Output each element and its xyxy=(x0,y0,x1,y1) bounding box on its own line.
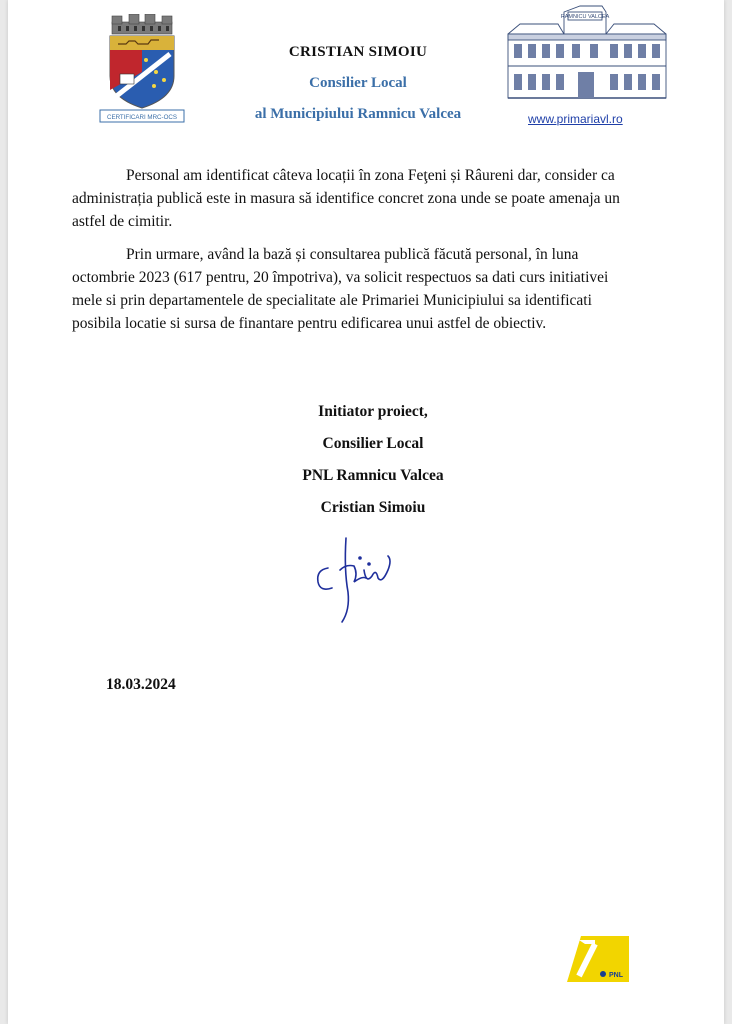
paragraph-2: Prin urmare, având la bază și consultarea publică făcută personal, în luna octombrie 2023 (617 pentru, 20 împotriva), va solicit respectuos sa dati curs initiativei mele si prin departamentele de specialitate ale Primariei Municipiului sa identificati posibila locatie si sursa de finantare pentru edificarea unui astfel de obiectiv. xyxy=(72,246,609,332)
paragraph-1: Personal am identificat câteva locații în zona Feţeni și Râureni dar, consider ca administrația publică este in masura să identifice concret zona unde se poate amenaja un astfel de cimitir. xyxy=(72,167,620,230)
signer-party: PNL Ramnicu Valcea xyxy=(302,467,444,484)
city-crest-icon xyxy=(96,14,188,124)
document-date: 18.03.2024 xyxy=(106,676,176,693)
city-hall-icon xyxy=(502,4,672,106)
letterhead xyxy=(208,44,508,123)
svg-text:CERTIFICARI MRC-OCS: CERTIFICARI MRC-OCS xyxy=(106,114,178,121)
initiator-label: Initiator proiect, xyxy=(318,403,428,420)
author-name: CRISTIAN SIMOIU xyxy=(288,44,428,60)
document-page xyxy=(8,0,724,1024)
signer-role: Consilier Local xyxy=(322,435,424,452)
municipality-name: al Municipiului Ramnicu Valcea xyxy=(254,106,462,122)
handwritten-signature xyxy=(306,530,406,630)
signer-name: Cristian Simoiu xyxy=(320,499,426,516)
website-link[interactable]: www.primariavl.ro xyxy=(528,112,623,126)
svg-text:RAMNICU VALCEA: RAMNICU VALCEA xyxy=(560,14,610,20)
pnl-logo-icon xyxy=(565,934,631,984)
svg-text:PNL: PNL xyxy=(609,972,623,979)
signature-block xyxy=(208,396,538,524)
author-role: Consilier Local xyxy=(309,75,407,91)
